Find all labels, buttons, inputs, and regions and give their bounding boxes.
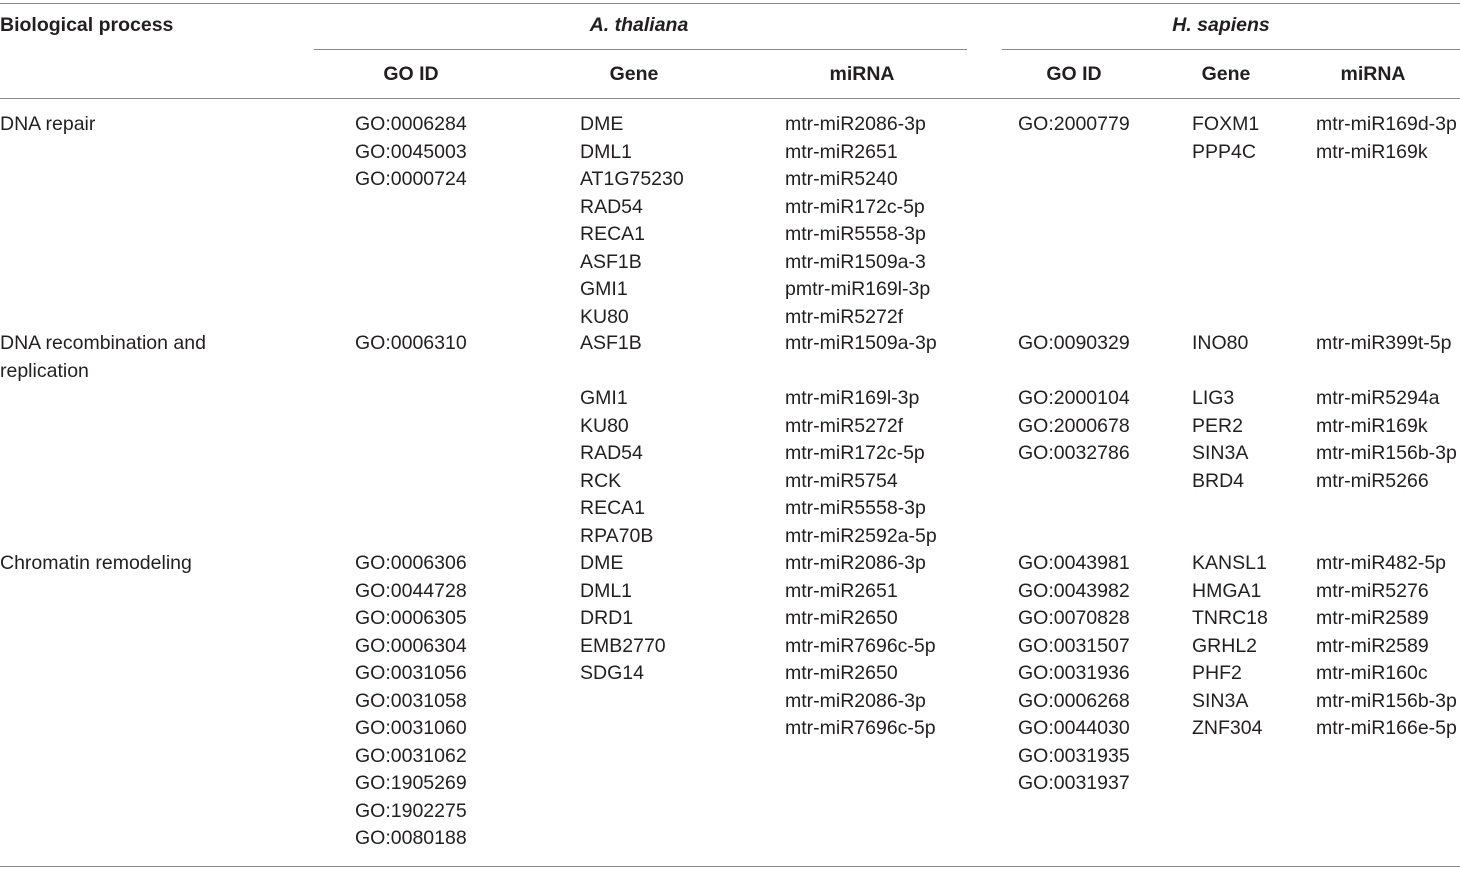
cell-line: mtr-miR160c [1316,662,1428,684]
process-cell [0,111,95,139]
header-rule [0,98,1460,99]
hs-go-id-cell [1018,330,1130,468]
cell-line [1192,358,1248,386]
cell-line: GO:0031058 [355,689,467,712]
cell-line: mtr-miR2589 [1316,607,1429,629]
cell-line: GO:0032786 [1018,442,1130,464]
cell-line: pmtr-miR169l-3p [785,278,931,300]
cell-line: GO:0080188 [355,827,467,849]
header-biological-process: Biological process [0,14,174,36]
cell-line: GO:0044728 [355,579,467,602]
header-go-id-b: GO ID [1046,63,1102,85]
cell-line: mtr-miR2086-3p [785,113,926,135]
cell-line: RCK [580,469,622,492]
cell-line: DML1 [580,140,633,163]
cell-line: ASF1B [580,250,642,273]
cell-line: GO:0043981 [1018,552,1130,574]
cell-line: GO:0006310 [355,332,467,354]
cell-line: LIG3 [1192,387,1235,409]
cell-line: replication [0,359,89,382]
header-mirna-a: miRNA [829,63,895,85]
cell-line: mtr-miR169l-3p [785,387,920,409]
cell-line: GO:2000678 [1018,414,1130,437]
cell-line: KANSL1 [1192,552,1267,574]
cell-line: HMGA1 [1192,579,1262,602]
cell-line: GO:0006304 [355,634,467,657]
cell-line: GO:0006284 [355,113,467,135]
cell-line: GO:0031937 [1018,772,1130,794]
cell-line: mtr-miR5754 [785,469,898,492]
hs-mirna-cell [1316,330,1457,495]
at-mirna-cell [785,550,936,743]
cell-line: mtr-miR7696c-5p [785,634,936,657]
cell-line: ASF1B [580,332,642,354]
cell-line: GO:0031060 [355,717,467,739]
cell-line: KU80 [580,414,629,437]
top-rule [0,3,1460,4]
cell-line: ZNF304 [1192,717,1263,739]
cell-line: KU80 [580,305,629,328]
cell-line: DML1 [580,579,633,602]
cell-line: GMI1 [580,278,628,300]
cell-line: SIN3A [1192,689,1249,712]
cell-line: PHF2 [1192,662,1242,684]
header-go-id-a: GO ID [383,63,439,85]
cell-line: mtr-miR156b-3p [1316,689,1457,712]
cell-line: mtr-miR2086-3p [785,689,926,712]
cell-line: mtr-miR5266 [1316,469,1429,492]
cell-line: SDG14 [580,662,644,684]
cell-line: mtr-miR5558-3p [785,223,926,245]
cell-line: BRD4 [1192,469,1245,492]
cell-line: GO:0006268 [1018,689,1130,712]
at-go-id-cell [355,550,467,853]
cell-line: GO:0043982 [1018,579,1130,602]
cell-line [1316,358,1457,386]
cell-line: GO:0044030 [1018,717,1130,739]
cell-line: TNRC18 [1192,607,1268,629]
cell-line: mtr-miR1509a-3 [785,250,926,273]
cell-line: RAD54 [580,442,643,464]
cell-line: mtr-miR5294a [1316,387,1440,409]
at-gene-cell [580,330,653,550]
cell-line: SIN3A [1192,442,1249,464]
cell-line: mtr-miR5272f [785,414,904,437]
cell-line: GO:0031507 [1018,634,1130,657]
cell-line: mtr-miR399t-5p [1316,332,1452,354]
cell-line: GO:1905269 [355,772,467,794]
cell-line: GO:0000724 [355,168,467,190]
cell-line: mtr-miR5558-3p [785,497,926,519]
cell-line: mtr-miR172c-5p [785,195,925,218]
header-gene-a: Gene [609,63,659,85]
cell-line: RPA70B [580,524,654,547]
hs-go-id-cell [1018,111,1130,139]
cell-line: RAD54 [580,195,643,218]
cell-line: GO:0045003 [355,140,467,163]
cell-line [1018,358,1130,386]
at-mirna-cell [785,330,937,550]
cell-line: mtr-miR166e-5p [1316,717,1457,739]
cell-line: mtr-miR7696c-5p [785,717,936,739]
cell-line: mtr-miR2651 [785,579,898,602]
cell-line: DNA recombination and [0,332,206,354]
cell-line: GO:2000104 [1018,387,1130,409]
at-gene-cell [580,550,666,688]
cell-line: mtr-miR2589 [1316,634,1429,657]
cell-line: mtr-miR482-5p [1316,552,1447,574]
cell-line: mtr-miR5240 [785,168,898,190]
cell-line: mtr-miR2651 [785,140,898,163]
cell-line [580,358,653,386]
cell-line: GO:2000779 [1018,113,1130,135]
cell-line: PPP4C [1192,140,1256,163]
cell-line: DME [580,552,624,574]
cell-line: GO:0006306 [355,552,467,574]
cell-line: DNA repair [0,113,96,135]
header-gene-b: Gene [1201,63,1251,85]
cell-line: mtr-miR2086-3p [785,552,926,574]
bottom-rule [0,866,1460,867]
cell-line: mtr-miR156b-3p [1316,442,1457,464]
cell-line: GMI1 [580,387,628,409]
cell-line: mtr-miR5272f [785,305,904,328]
hs-gene-cell [1192,330,1248,495]
cell-line: mtr-miR169d-3p [1316,113,1457,135]
cell-line: mtr-miR2650 [785,662,898,684]
cell-line: mtr-miR169k [1316,140,1428,163]
process-cell [0,330,206,385]
cell-line: mtr-miR2592a-5p [785,524,937,547]
cell-line: FOXM1 [1192,113,1260,135]
cell-line: GO:0090329 [1018,332,1130,354]
cell-line: RECA1 [580,497,646,519]
cell-line: GO:0070828 [1018,607,1130,629]
cell-line: PER2 [1192,414,1243,437]
hs-go-id-cell [1018,550,1130,798]
cell-line: GRHL2 [1192,634,1258,657]
cell-line: INO80 [1192,332,1249,354]
cell-line: DRD1 [580,607,634,629]
hs-gene-cell [1192,111,1259,166]
cell-line: Chromatin remodeling [0,552,192,574]
cell-line: GO:0006305 [355,607,467,629]
cell-line: mtr-miR172c-5p [785,442,925,464]
header-mirna-b: miRNA [1340,63,1406,85]
cell-line: mtr-miR2650 [785,607,898,629]
cell-line: GO:0031056 [355,662,467,684]
species-b-rule [1002,49,1460,50]
header-species-a: A. thaliana [589,14,689,36]
header-species-b: H. sapiens [1172,14,1270,36]
cell-line: AT1G75230 [580,168,684,190]
cell-line: mtr-miR5276 [1316,579,1429,602]
cell-line: EMB2770 [580,634,666,657]
hs-gene-cell [1192,550,1268,743]
cell-line: DME [580,113,624,135]
cell-line: mtr-miR169k [1316,414,1428,437]
species-a-rule [314,49,967,50]
cell-line: GO:1902275 [355,799,467,822]
process-cell [0,550,192,578]
at-gene-cell [580,111,684,331]
cell-line: RECA1 [580,223,646,245]
cell-line: GO:0031936 [1018,662,1130,684]
cell-line [785,358,937,386]
at-go-id-cell [355,111,467,194]
cell-line: GO:0031062 [355,744,467,767]
at-mirna-cell [785,111,930,331]
cell-line: mtr-miR1509a-3p [785,332,937,354]
hs-mirna-cell [1316,111,1457,166]
cell-line: GO:0031935 [1018,744,1130,767]
at-go-id-cell [355,330,467,358]
hs-mirna-cell [1316,550,1457,743]
